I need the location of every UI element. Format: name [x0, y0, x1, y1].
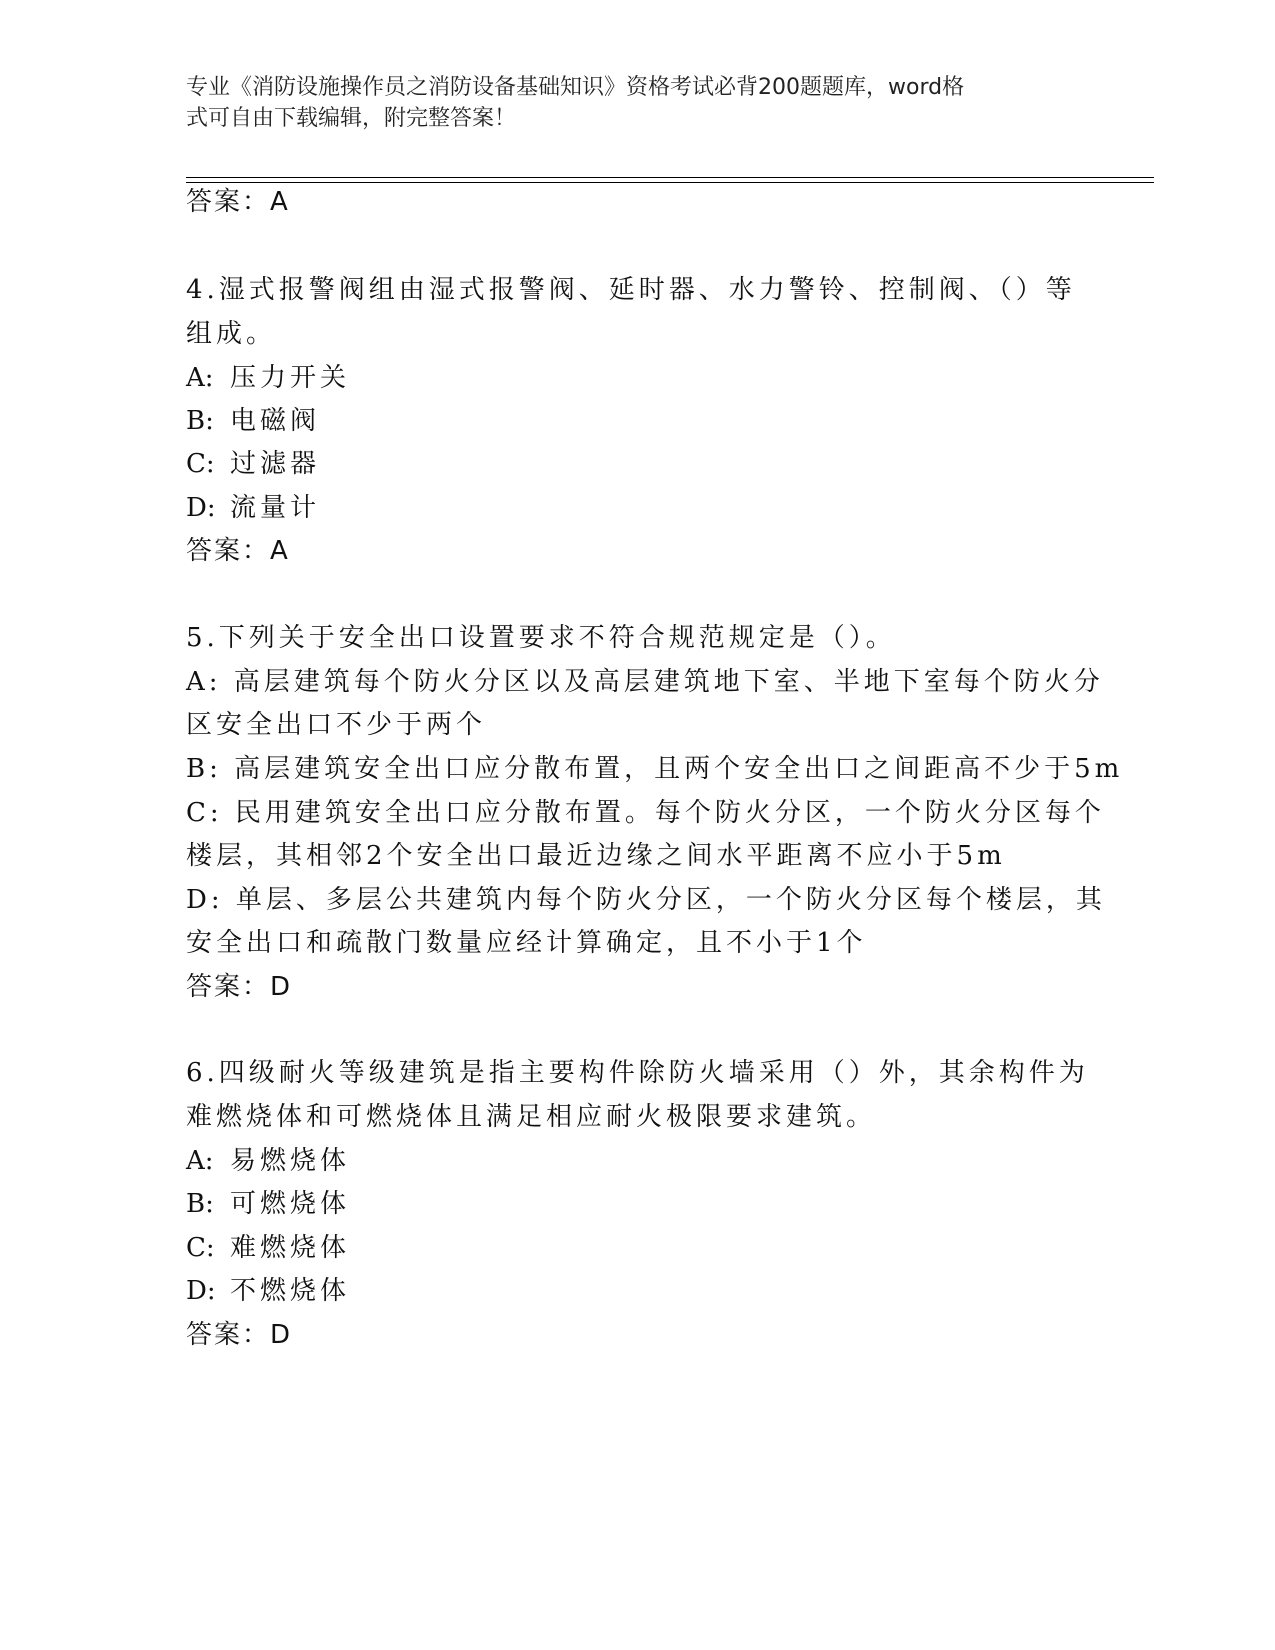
question-4-option-b — [186, 405, 320, 437]
question-4-answer: 答案：A — [186, 536, 290, 566]
question-5-option-d-line-1: D: 单层、多层公共建筑内每个防火分区，一个防火分区每个楼层，其 — [186, 885, 1106, 915]
header-divider-top — [186, 177, 1154, 178]
option-letter: B: — [186, 1189, 214, 1219]
question-6-stem-line-1: 6.四级耐火等级建筑是指主要构件除防火墙采用（）外，其余构件为 — [186, 1058, 1089, 1088]
question-6-option-b — [186, 1188, 350, 1220]
option-text: 电磁阀 — [230, 406, 321, 436]
option-letter: C: — [186, 1233, 215, 1263]
option-text: 压力开关 — [230, 363, 351, 393]
header-line-1: 专业《消防设施操作员之消防设备基础知识》资格考试必背200题题库，word格 — [186, 75, 965, 100]
option-text: 难燃烧体 — [230, 1233, 351, 1263]
option-letter: A: — [186, 1146, 214, 1176]
question-6-option-c — [186, 1232, 350, 1264]
option-text: 不燃烧体 — [230, 1276, 351, 1306]
option-letter: C: — [186, 449, 215, 479]
option-text: 过滤器 — [230, 449, 321, 479]
question-5-option-c-line-2: 楼层，其相邻2个安全出口最近边缘之间水平距离不应小于5m — [186, 841, 1006, 871]
question-6-answer: 答案：D — [186, 1320, 293, 1350]
answer-line: 答案：A — [186, 187, 290, 217]
option-text: 可燃烧体 — [230, 1189, 351, 1219]
question-4-stem-line-2: 组成。 — [186, 319, 277, 349]
question-4-stem-line-1: 4.湿式报警阀组由湿式报警阀、延时器、水力警铃、控制阀、（）等 — [186, 275, 1076, 305]
option-letter: D: — [186, 1276, 216, 1306]
option-text: 易燃烧体 — [230, 1146, 351, 1176]
question-6-option-a — [186, 1145, 350, 1177]
question-6-stem-line-2: 难燃烧体和可燃烧体且满足相应耐火极限要求建筑。 — [186, 1102, 877, 1132]
header-line-2: 式可自由下载编辑，附完整答案！ — [186, 106, 517, 131]
option-letter: D: — [186, 493, 216, 523]
question-5-stem: 5.下列关于安全出口设置要求不符合规范规定是（）。 — [186, 623, 896, 653]
question-4-option-c — [186, 448, 320, 480]
question-5-option-c-line-1: C: 民用建筑安全出口应分散布置。每个防火分区，一个防火分区每个 — [186, 798, 1105, 828]
question-5-option-a-line-2: 区安全出口不少于两个 — [186, 710, 487, 740]
option-letter: B: — [186, 406, 214, 436]
header-divider-bottom — [186, 182, 1154, 183]
question-4-option-a — [186, 362, 350, 394]
question-4-option-d — [186, 492, 320, 524]
question-5-option-b: B: 高层建筑安全出口应分散布置，且两个安全出口之间距高不少于5m — [186, 754, 1124, 784]
document-header — [186, 72, 1066, 134]
question-5-option-d-line-2: 安全出口和疏散门数量应经计算确定，且不小于1个 — [186, 928, 867, 958]
question-6-option-d — [186, 1275, 350, 1307]
question-5-answer: 答案：D — [186, 972, 293, 1002]
option-letter: A: — [186, 363, 214, 393]
question-5-option-a-line-1: A: 高层建筑每个防火分区以及高层建筑地下室、半地下室每个防火分 — [186, 667, 1104, 697]
option-text: 流量计 — [230, 493, 321, 523]
